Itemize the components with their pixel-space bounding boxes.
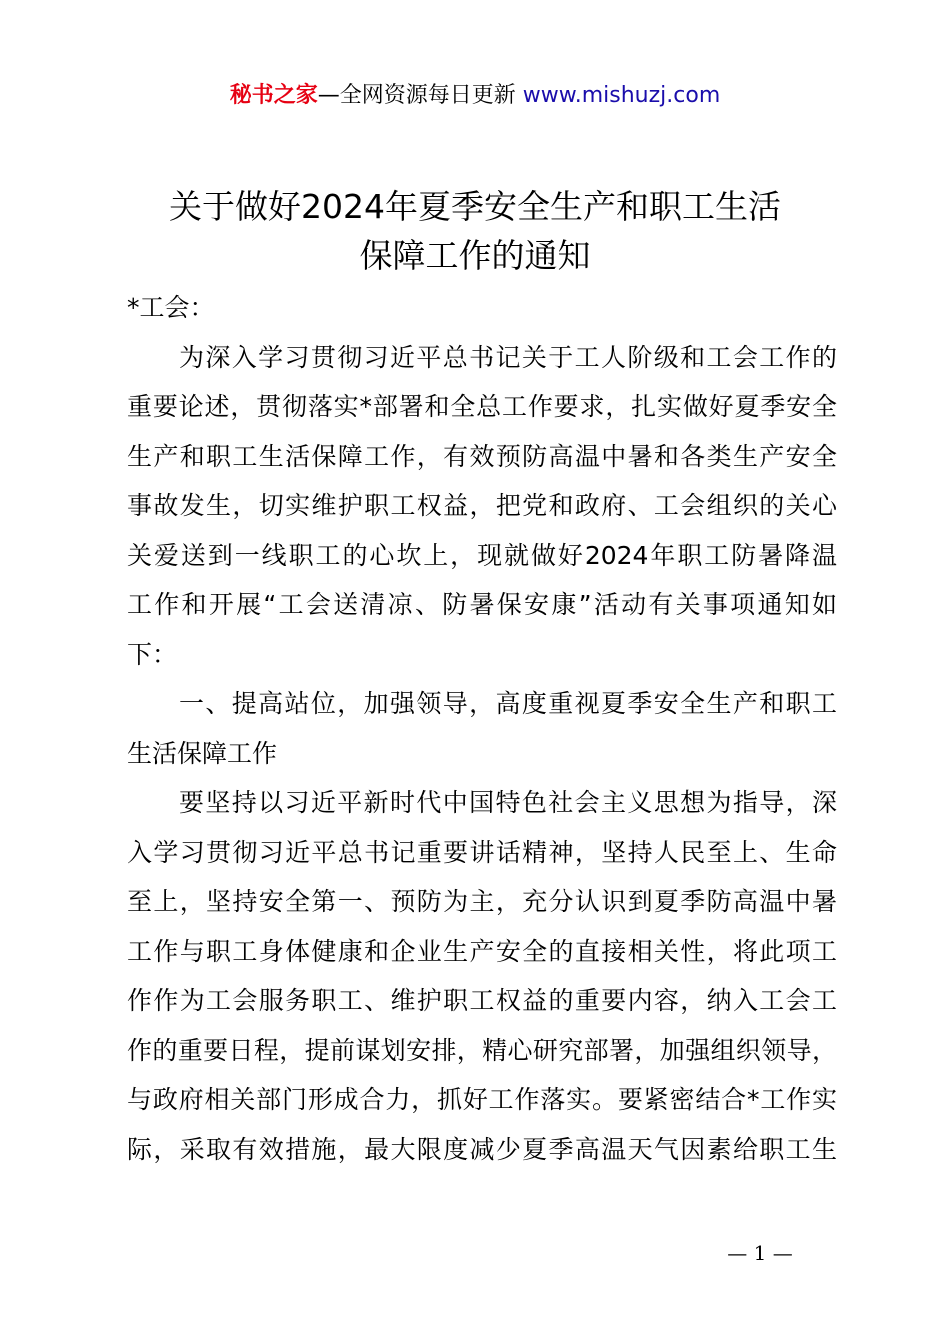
paragraph-line: 关爱送到一线职工的心坎上，现就做好2024年职工防暑降温 [127, 540, 837, 570]
title-line-1: 关于做好2024年夏季安全生产和职工生活 [169, 187, 781, 226]
paragraph-2 [127, 778, 837, 1174]
paragraph-line: 下： [127, 639, 178, 669]
paragraph-line: 际，采取有效措施，最大限度减少夏季高温天气因素给职工生 [127, 1134, 837, 1164]
paragraph-line: 入学习贯彻习近平总书记重要讲话精神，坚持人民至上、生命 [127, 837, 837, 867]
brand-name: 秘书之家 [229, 83, 318, 108]
paragraph-line: 工作与职工身体健康和企业生产安全的直接相关性，将此项工 [127, 936, 837, 966]
page-number: — 1 — [727, 1241, 793, 1265]
paragraph-line: 与政府相关部门形成合力，抓好工作落实。要紧密结合*工作实 [127, 1085, 837, 1114]
salutation: *工会： [127, 293, 215, 322]
header-tagline: —全网资源每日更新 [317, 83, 523, 108]
paragraph-line: 要坚持以习近平新时代中国特色社会主义思想为指导，深 [179, 788, 837, 817]
paragraph-line: 工作和开展“工会送清凉、防暑保安康”活动有关事项通知如 [127, 590, 837, 619]
site-header [0, 80, 950, 112]
heading-line: 一、提高站位，加强领导，高度重视夏季安全生产和职工 [179, 689, 837, 718]
section-heading-1 [127, 679, 837, 778]
paragraph-line: 至上，坚持安全第一、预防为主，充分认识到夏季防高温中暑 [127, 887, 837, 916]
heading-line: 生活保障工作 [127, 738, 278, 768]
document-body [127, 283, 837, 1174]
title-line-2: 保障工作的通知 [359, 236, 591, 275]
paragraph-line: 生产和职工生活保障工作，有效预防高温中暑和各类生产安全 [127, 441, 837, 471]
paragraph-line: 作作为工会服务职工、维护职工权益的重要内容，纳入工会工 [127, 986, 837, 1015]
paragraph-1 [127, 333, 837, 680]
paragraph-line: 作的重要日程，提前谋划安排，精心研究部署，加强组织领导， [127, 1035, 837, 1065]
paragraph-line: 为深入学习贯彻习近平总书记关于工人阶级和工会工作的 [179, 342, 837, 372]
paragraph-line: 重要论述，贯彻落实*部署和全总工作要求，扎实做好夏季安全 [127, 392, 837, 421]
paragraph-line: 事故发生，切实维护职工权益，把党和政府、工会组织的关心 [127, 491, 837, 520]
document-title [0, 182, 950, 280]
site-url-link[interactable]: www.mishuzj.com [522, 83, 721, 108]
